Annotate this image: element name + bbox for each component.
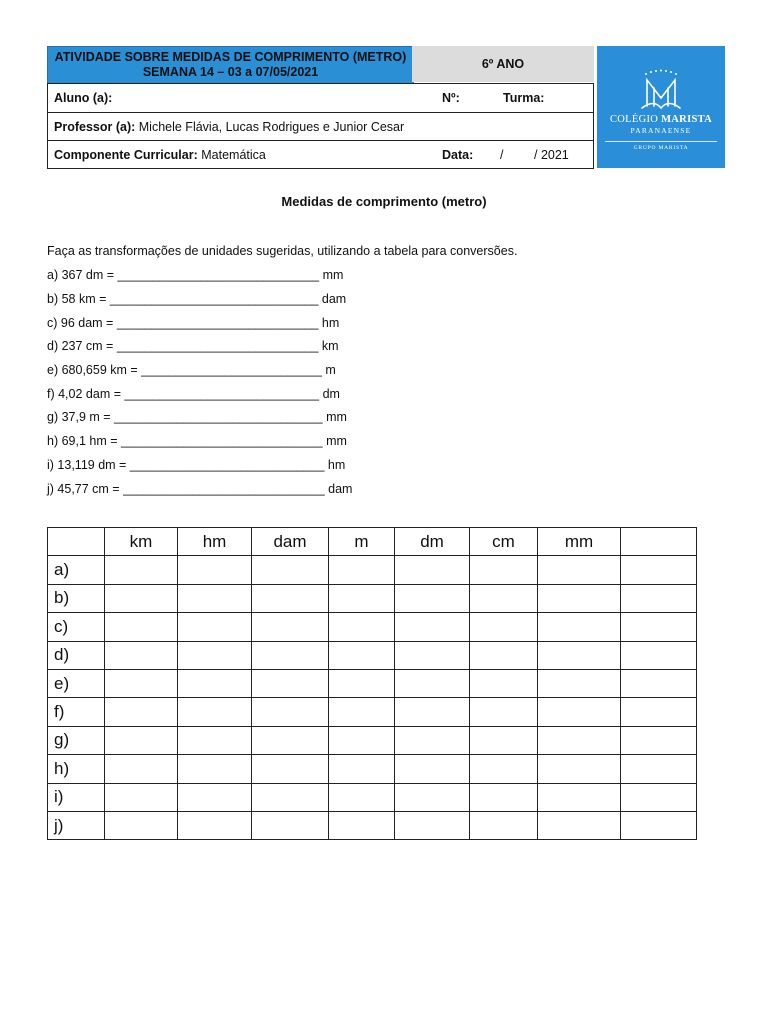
table-row-label: a) <box>48 556 105 584</box>
table-cell[interactable] <box>178 584 252 612</box>
table-cell[interactable] <box>395 584 470 612</box>
table-cell[interactable] <box>252 556 329 584</box>
table-cell[interactable] <box>105 613 178 641</box>
date-slash-1: / <box>500 148 504 162</box>
table-header-cm: cm <box>470 528 538 556</box>
table-cell[interactable] <box>621 556 697 584</box>
date-label: Data: <box>442 148 474 162</box>
table-cell[interactable] <box>178 755 252 783</box>
table-cell[interactable] <box>252 641 329 669</box>
table-row <box>48 698 697 726</box>
instructions-text: Faça as transformações de unidades sugeridas, utilizando a tabela para conversões. <box>47 244 518 258</box>
table-cell[interactable] <box>621 811 697 839</box>
school-logo <box>597 46 725 168</box>
table-cell[interactable] <box>252 755 329 783</box>
table-cell[interactable] <box>395 726 470 754</box>
table-cell[interactable] <box>178 698 252 726</box>
table-cell[interactable] <box>252 669 329 697</box>
table-row <box>48 584 697 612</box>
table-cell[interactable] <box>252 783 329 811</box>
table-cell[interactable] <box>538 613 621 641</box>
table-row <box>48 669 697 697</box>
table-cell[interactable] <box>105 584 178 612</box>
student-row <box>48 84 593 112</box>
table-cell[interactable] <box>621 755 697 783</box>
exercise-g: g) 37,9 m = ______________________________ mm <box>47 410 347 424</box>
table-cell[interactable] <box>621 726 697 754</box>
table-cell[interactable] <box>178 641 252 669</box>
table-cell[interactable] <box>178 783 252 811</box>
logo-school-subtitle: PARANAENSE <box>630 126 692 135</box>
section-title: Medidas de comprimento (metro) <box>281 194 487 209</box>
table-cell[interactable] <box>470 783 538 811</box>
table-cell[interactable] <box>329 755 395 783</box>
table-cell[interactable] <box>329 584 395 612</box>
table-cell[interactable] <box>621 698 697 726</box>
table-cell[interactable] <box>621 669 697 697</box>
table-cell[interactable] <box>538 669 621 697</box>
table-cell[interactable] <box>329 669 395 697</box>
table-cell[interactable] <box>538 783 621 811</box>
table-cell[interactable] <box>470 755 538 783</box>
table-cell[interactable] <box>395 641 470 669</box>
activity-title-line2: SEMANA 14 – 03 a 07/05/2021 <box>142 65 319 79</box>
table-header-dam: dam <box>252 528 329 556</box>
table-row-label: f) <box>48 698 105 726</box>
logo-group-name: GRUPO MARISTA <box>633 145 689 151</box>
table-cell[interactable] <box>329 641 395 669</box>
student-name-label: Aluno (a): <box>54 91 113 105</box>
table-row <box>48 613 697 641</box>
table-cell[interactable] <box>470 613 538 641</box>
table-row <box>48 556 697 584</box>
exercise-f: f) 4,02 dam = ____________________________ dm <box>47 387 340 401</box>
teacher-names: Michele Flávia, Lucas Rodrigues e Junior Cesar <box>138 120 405 134</box>
table-row-label: c) <box>48 613 105 641</box>
table-row <box>48 811 697 839</box>
activity-title-line1: ATIVIDADE SOBRE MEDIDAS DE COMPRIMENTO (METRO) <box>54 50 407 64</box>
table-row <box>48 641 697 669</box>
table-cell[interactable] <box>621 584 697 612</box>
table-row-label: d) <box>48 641 105 669</box>
table-cell[interactable] <box>621 613 697 641</box>
table-cell[interactable] <box>621 641 697 669</box>
table-row <box>48 783 697 811</box>
grade-label: 6º ANO <box>412 46 594 82</box>
table-cell[interactable] <box>329 698 395 726</box>
table-row-label: j) <box>48 811 105 839</box>
table-cell[interactable] <box>178 669 252 697</box>
table-header-mm: mm <box>538 528 621 556</box>
marista-monogram-icon <box>638 68 684 112</box>
table-cell[interactable] <box>395 613 470 641</box>
table-cell[interactable] <box>329 556 395 584</box>
table-cell[interactable] <box>621 783 697 811</box>
table-cell[interactable] <box>105 783 178 811</box>
exercise-i: i) 13,119 dm = ____________________________ hm <box>47 458 346 472</box>
table-header-km: km <box>105 528 178 556</box>
table-header-row <box>48 528 697 556</box>
table-cell[interactable] <box>538 698 621 726</box>
table-cell[interactable] <box>470 811 538 839</box>
conversion-table <box>47 527 697 840</box>
table-cell[interactable] <box>105 641 178 669</box>
table-cell[interactable] <box>329 613 395 641</box>
teacher-row <box>48 112 593 140</box>
exercise-h: h) 69,1 hm = _____________________________ mm <box>47 434 347 448</box>
table-cell[interactable] <box>105 556 178 584</box>
table-cell[interactable] <box>470 584 538 612</box>
table-cell[interactable] <box>252 811 329 839</box>
subject-row <box>48 140 593 168</box>
teacher-label: Professor (a): Michele Flávia, Lucas Rodrigues e Junior Cesar <box>54 120 405 134</box>
table-cell[interactable] <box>395 669 470 697</box>
table-row-label: i) <box>48 783 105 811</box>
table-header-cell <box>48 528 105 556</box>
table-cell[interactable] <box>470 556 538 584</box>
table-cell[interactable] <box>329 726 395 754</box>
table-cell[interactable] <box>538 556 621 584</box>
exercise-a: a) 367 dm = _____________________________ mm <box>47 268 344 282</box>
table-row-label: h) <box>48 755 105 783</box>
subject-label: Componente Curricular: Matemática <box>54 148 266 162</box>
table-cell[interactable] <box>538 584 621 612</box>
table-row-label: e) <box>48 669 105 697</box>
table-cell[interactable] <box>538 641 621 669</box>
table-cell[interactable] <box>329 811 395 839</box>
table-header-cell <box>621 528 697 556</box>
table-header-dm: dm <box>395 528 470 556</box>
table-cell[interactable] <box>105 726 178 754</box>
table-cell[interactable] <box>178 613 252 641</box>
class-label: Turma: <box>503 91 545 105</box>
exercise-j: j) 45,77 cm = _____________________________ dam <box>47 482 353 496</box>
table-cell[interactable] <box>538 811 621 839</box>
table-cell[interactable] <box>470 669 538 697</box>
subject-value: Matemática <box>201 148 266 162</box>
table-cell[interactable] <box>178 556 252 584</box>
table-header-m: m <box>329 528 395 556</box>
table-cell[interactable] <box>105 755 178 783</box>
table-row-label: b) <box>48 584 105 612</box>
table-cell[interactable] <box>470 641 538 669</box>
table-cell[interactable] <box>395 755 470 783</box>
table-cell[interactable] <box>470 698 538 726</box>
student-info-box <box>47 83 594 169</box>
table-cell[interactable] <box>252 726 329 754</box>
table-cell[interactable] <box>329 783 395 811</box>
exercise-d: d) 237 cm = _____________________________ km <box>47 339 339 353</box>
exercise-b: b) 58 km = ______________________________ dam <box>47 292 347 306</box>
table-row <box>48 755 697 783</box>
table-cell[interactable] <box>252 584 329 612</box>
table-cell[interactable] <box>395 556 470 584</box>
table-cell[interactable] <box>252 613 329 641</box>
table-cell[interactable] <box>178 726 252 754</box>
exercise-e: e) 680,659 km = __________________________ m <box>47 363 336 377</box>
table-cell[interactable] <box>395 811 470 839</box>
table-cell[interactable] <box>470 726 538 754</box>
logo-school-name: COLÉGIO MARISTA <box>609 114 713 125</box>
table-cell[interactable] <box>395 783 470 811</box>
table-row <box>48 726 697 754</box>
table-cell[interactable] <box>105 811 178 839</box>
table-cell[interactable] <box>538 755 621 783</box>
table-cell[interactable] <box>178 811 252 839</box>
activity-title-banner <box>47 46 414 84</box>
logo-divider <box>605 141 717 142</box>
table-row-label: g) <box>48 726 105 754</box>
table-cell[interactable] <box>395 698 470 726</box>
table-cell[interactable] <box>252 698 329 726</box>
student-number-label: Nº: <box>442 91 460 105</box>
date-year: / 2021 <box>534 148 569 162</box>
table-cell[interactable] <box>105 698 178 726</box>
table-cell[interactable] <box>105 669 178 697</box>
exercise-c: c) 96 dam = _____________________________ hm <box>47 316 340 330</box>
table-cell[interactable] <box>538 726 621 754</box>
table-header-hm: hm <box>178 528 252 556</box>
